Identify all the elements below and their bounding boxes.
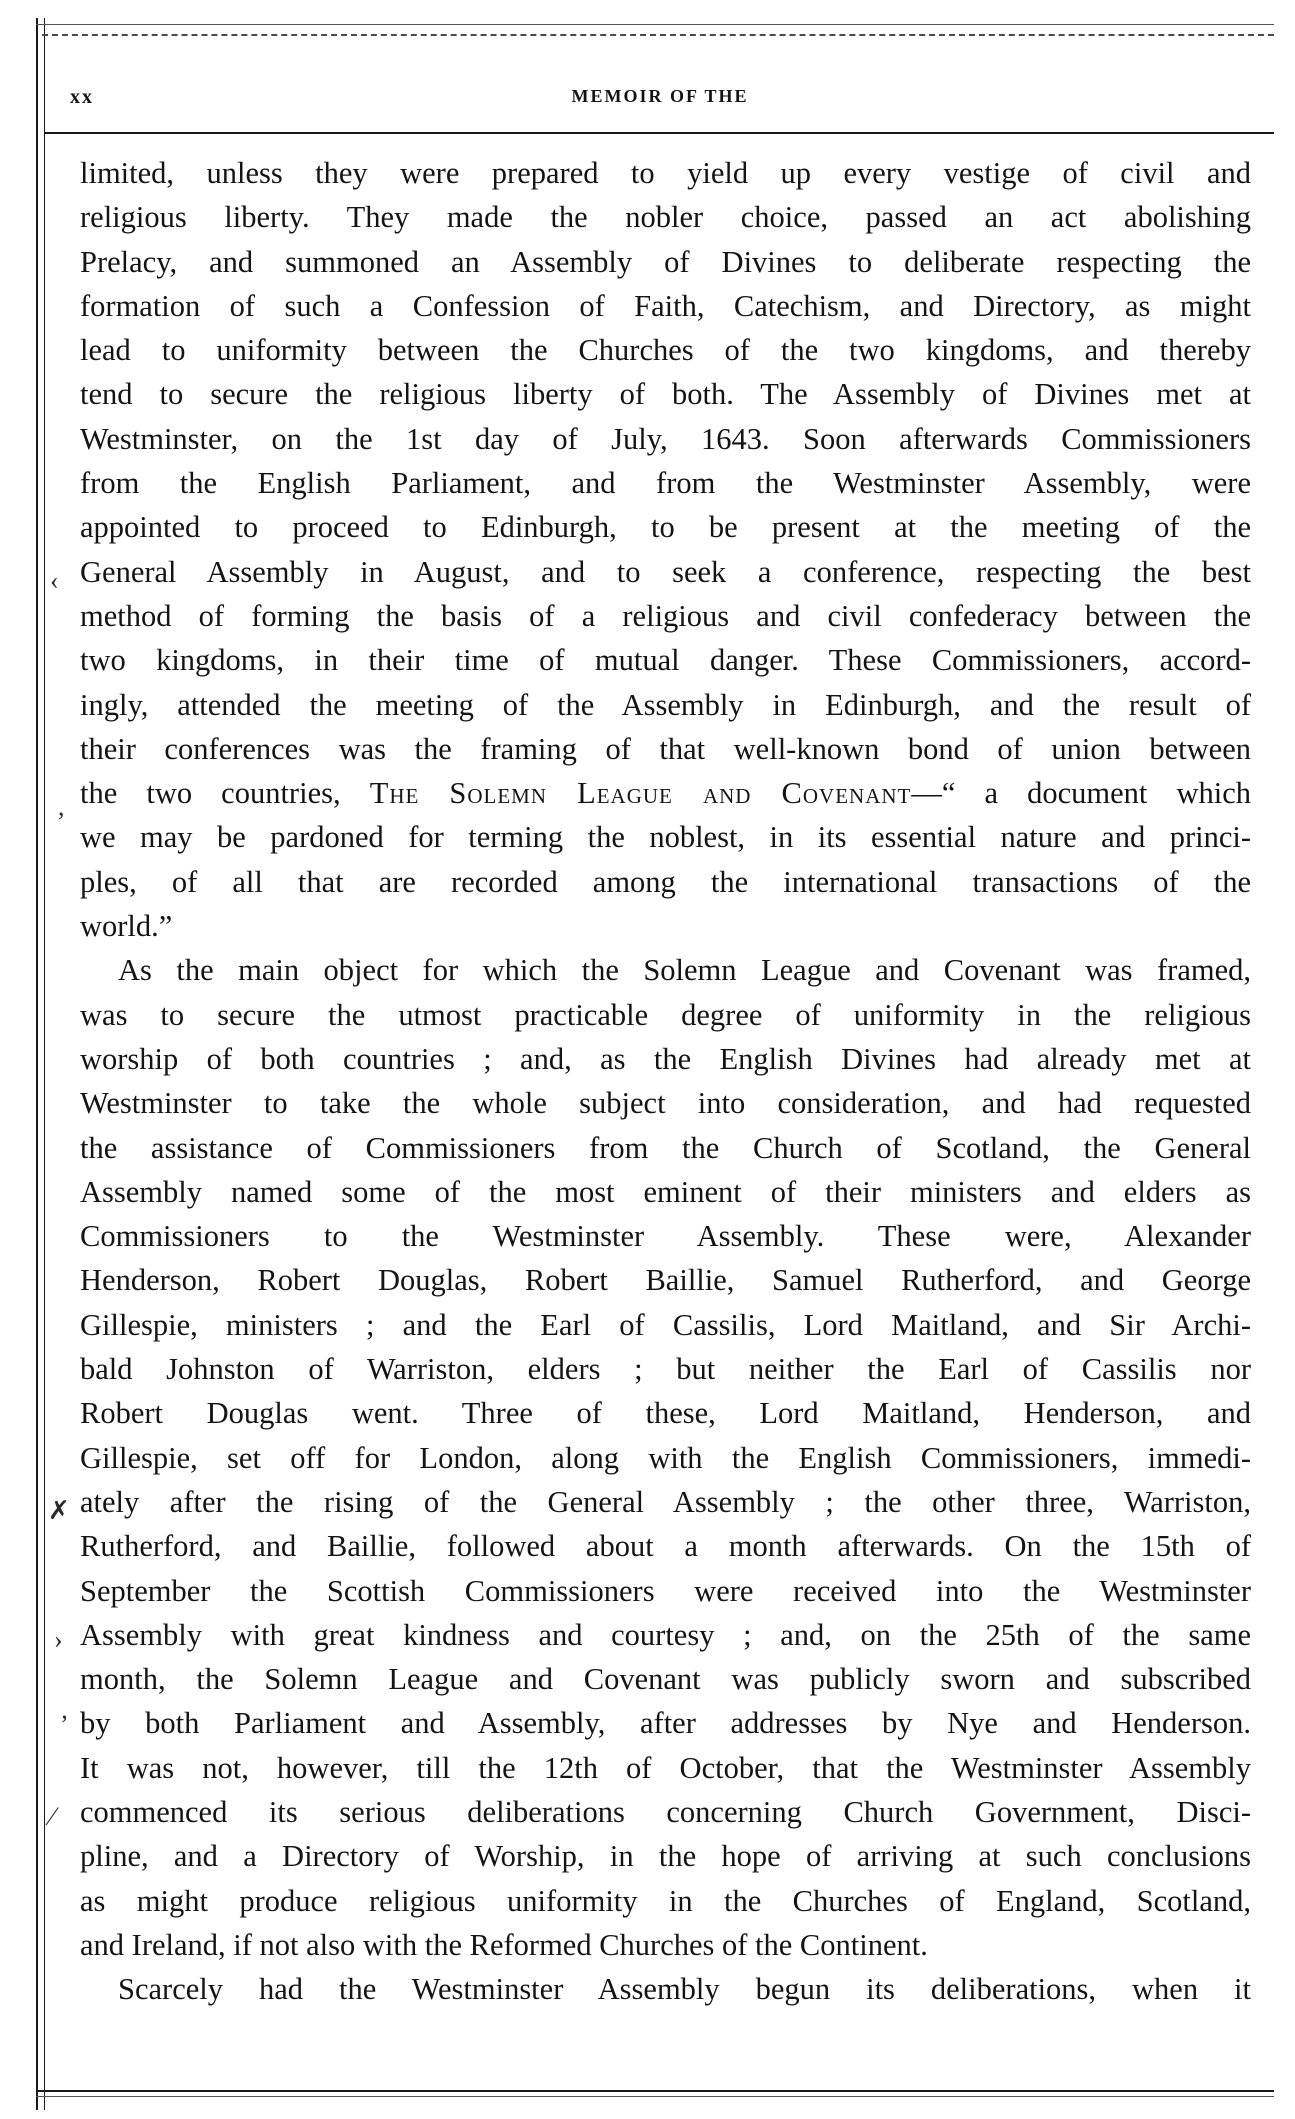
text-line: tend to secure the religious liberty of both. The Assembly of Divines met at — [80, 377, 1251, 412]
margin-tick-mark: ’ — [60, 1710, 69, 1739]
margin-tick-mark: › — [54, 1625, 63, 1654]
header-rule — [44, 132, 1274, 134]
text-line-paragraph-end: and Ireland, if not also with the Reformed Churches of the Continent. — [80, 1927, 928, 1962]
text-line: as might produce religious uniformity in the Churches of England, Scotland, — [80, 1883, 1251, 1918]
text-line-paragraph-end: world.” — [80, 909, 173, 944]
text-line: Robert Douglas went. Three of these, Lord Maitland, Henderson, and — [80, 1396, 1251, 1431]
text-line: Assembly named some of the most eminent of their ministers and elders as — [80, 1174, 1251, 1209]
text-line: ately after the rising of the General Assembly ; the other three, Warriston, — [80, 1484, 1251, 1519]
running-head — [70, 86, 1250, 112]
margin-tick-mark: ⁄ — [50, 1802, 55, 1831]
text-line: September the Scottish Commissioners were received into the Westminster — [80, 1573, 1251, 1608]
running-title: MEMOIR OF THE — [571, 86, 749, 106]
text-line: It was not, however, till the 12th of October, that the Westminster Assembly — [80, 1750, 1251, 1785]
text-line: lead to uniformity between the Churches of the two kingdoms, and thereby — [80, 333, 1251, 368]
text-line: Gillespie, set off for London, along with the English Commissioners, immedi- — [80, 1440, 1251, 1475]
text-line: Assembly with great kindness and courtesy ; and, on the 25th of the same — [80, 1617, 1251, 1652]
text-run: —“ a document which — [911, 776, 1252, 811]
text-line: method of forming the basis of a religious and civil confederacy between the — [80, 598, 1251, 633]
text-line: formation of such a Confession of Faith, Catechism, and Directory, as might — [80, 288, 1251, 323]
text-line: by both Parliament and Assembly, after addresses by Nye and Henderson. — [80, 1706, 1251, 1741]
text-line: ingly, attended the meeting of the Assembly in Edinburgh, and the result of — [80, 687, 1251, 722]
text-line: from the English Parliament, and from the Westminster Assembly, were — [80, 466, 1251, 501]
frame-top-dashed-rule — [42, 34, 1274, 36]
text-line: their conferences was the framing of that well-known bond of union between — [80, 731, 1251, 766]
frame-left-outer — [36, 18, 38, 2110]
text-line: pline, and a Directory of Worship, in the hope of arriving at such conclusions — [80, 1839, 1251, 1874]
text-line: Henderson, Robert Douglas, Robert Baillie, Samuel Rutherford, and George — [80, 1263, 1251, 1298]
text-line: the assistance of Commissioners from the Church of Scotland, the General — [80, 1130, 1251, 1165]
margin-tick-mark: ‹ — [50, 566, 59, 595]
text-line: Rutherford, and Baillie, followed about a month afterwards. On the 15th of — [80, 1529, 1251, 1564]
text-line: ples, of all that are recorded among the international transactions of the — [80, 864, 1251, 899]
covenant-title-smallcaps: The Solemn League and Covenant — [369, 776, 912, 811]
body-text — [80, 151, 1251, 2011]
text-line: appointed to proceed to Edinburgh, to be present at the meeting of the — [80, 510, 1251, 545]
text-line: limited, unless they were prepared to yield up every vestige of civil and — [80, 156, 1251, 190]
text-line: Westminster to take the whole subject into consideration, and had requested — [80, 1086, 1251, 1121]
text-line: Commissioners to the Westminster Assembly. These were, Alexander — [80, 1219, 1251, 1254]
margin-tick-mark: , — [58, 792, 65, 821]
text-line: month, the Solemn League and Covenant was publicly sworn and subscribed — [80, 1662, 1251, 1697]
text-line-paragraph-start: Scarcely had the Westminster Assembly begun its deliberations, when it — [118, 1972, 1251, 2007]
text-line: bald Johnston of Warriston, elders ; but neither the Earl of Cassilis nor — [80, 1352, 1251, 1387]
text-line: Gillespie, ministers ; and the Earl of Cassilis, Lord Maitland, and Sir Archi- — [80, 1307, 1251, 1342]
text-line: we may be pardoned for terming the noblest, in its essential nature and princi- — [80, 820, 1251, 855]
page-number: xx — [70, 86, 94, 108]
text-line: Westminster, on the 1st day of July, 1643. Soon afterwards Commissioners — [80, 421, 1251, 456]
text-line: worship of both countries ; and, as the English Divines had already met at — [80, 1041, 1251, 1076]
text-line-covenant-title — [80, 771, 1251, 815]
text-line: religious liberty. They made the nobler choice, passed an act abolishing — [80, 200, 1251, 235]
margin-tick-mark: ✗ — [48, 1496, 70, 1525]
frame-top-rule — [36, 24, 1274, 25]
text-line: commenced its serious deliberations concerning Church Government, Disci- — [80, 1794, 1251, 1829]
text-line: two kingdoms, in their time of mutual danger. These Commissioners, accord- — [80, 643, 1251, 678]
text-line: was to secure the utmost practicable degree of uniformity in the religious — [80, 997, 1251, 1032]
text-line: Prelacy, and summoned an Assembly of Divines to deliberate respecting the — [80, 244, 1251, 279]
text-run: the two countries, — [80, 776, 370, 811]
frame-left-inner — [44, 18, 45, 2110]
frame-bottom-rule-double — [36, 2096, 1274, 2097]
text-line: General Assembly in August, and to seek a conference, respecting the best — [80, 554, 1251, 589]
text-line-paragraph-start: As the main object for which the Solemn League and Covenant was framed, — [118, 953, 1251, 988]
frame-bottom-rule — [36, 2090, 1274, 2092]
